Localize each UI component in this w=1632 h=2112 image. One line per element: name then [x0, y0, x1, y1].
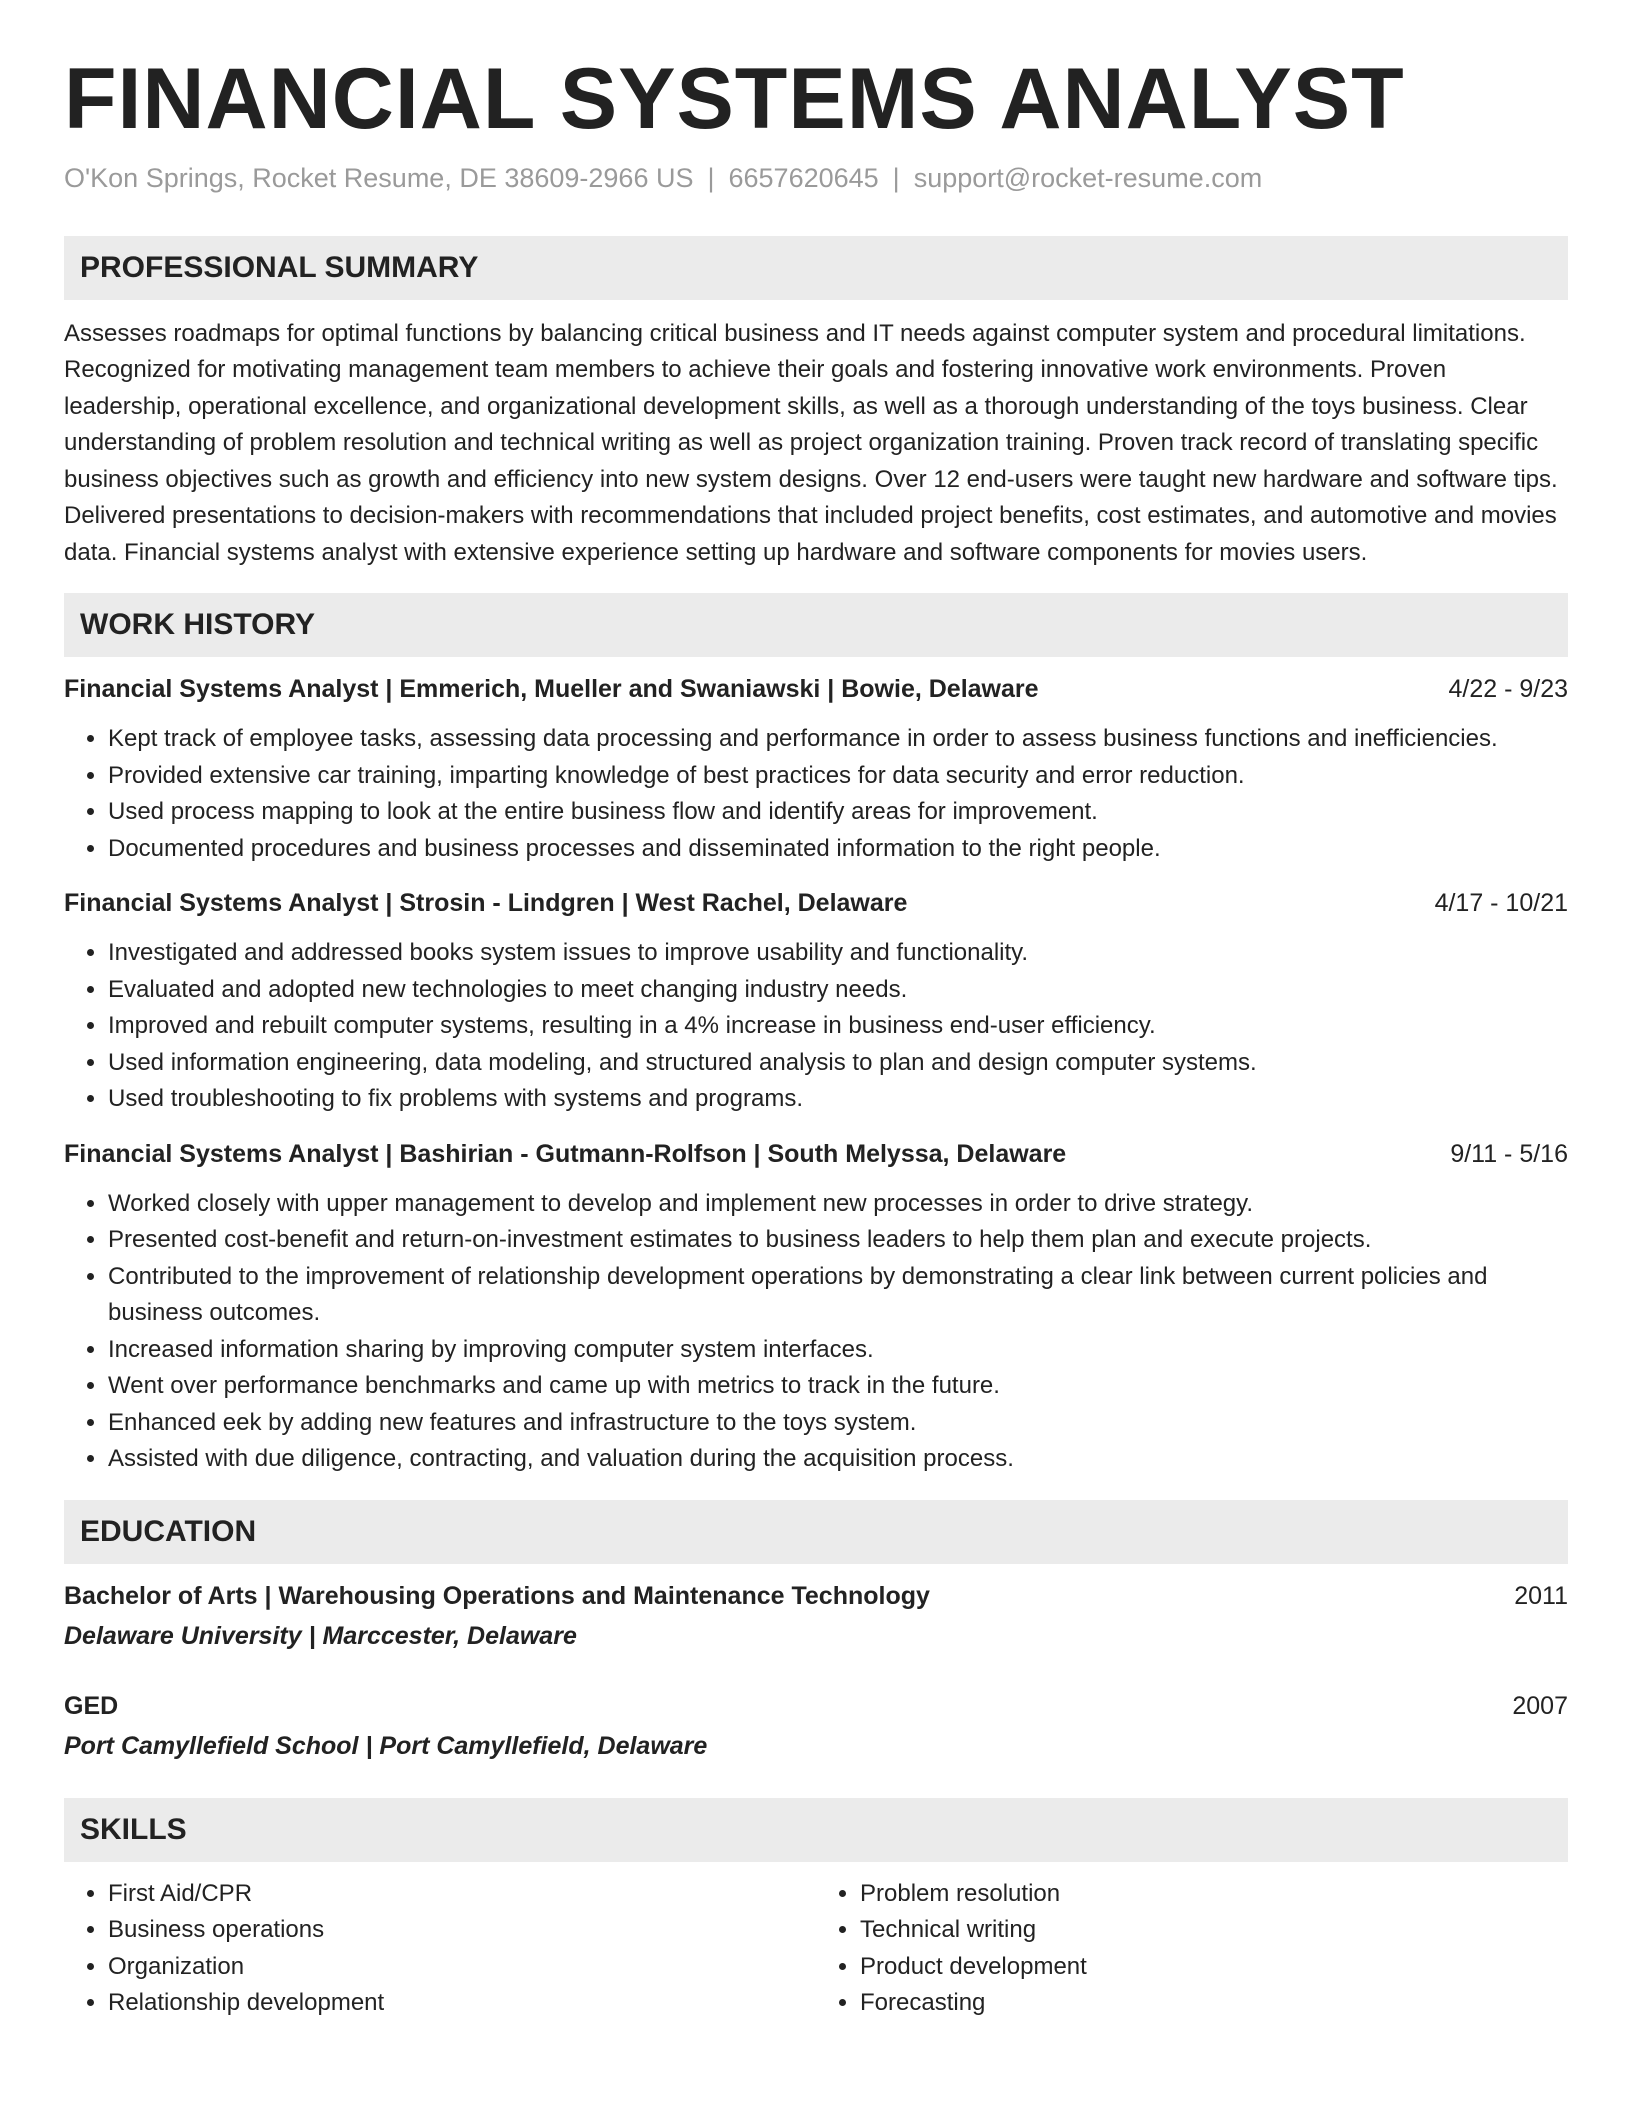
- education-entry: [64, 1578, 1568, 1654]
- job-title: Financial Systems Analyst | Emmerich, Mueller and Swaniawski | Bowie, Delaware: [64, 675, 1039, 704]
- job-bullet: • Assisted with due diligence, contracting, and valuation during the acquisition process.: [108, 1441, 1568, 1478]
- resume-name: FINANCIAL SYSTEMS ANALYST: [64, 51, 1405, 147]
- job-header: [64, 885, 1568, 921]
- job-dates: 9/11 - 5/16: [1450, 1139, 1568, 1168]
- job-bullet: • Improved and rebuilt computer systems, resulting in a 4% increase in business end-user efficiency.: [108, 1008, 1568, 1045]
- job-entry: [64, 671, 1568, 867]
- job-bullet: • Kept track of employee tasks, assessing data processing and performance in order to assess business functions and inefficiencies.: [108, 721, 1568, 758]
- education-header: [64, 1578, 1568, 1614]
- job-bullet: • Went over performance benchmarks and came up with metrics to track in the future.: [108, 1368, 1568, 1405]
- job-bullet: • Used information engineering, data modeling, and structured analysis to plan and design computer systems.: [108, 1045, 1568, 1082]
- job-entry: [64, 885, 1568, 1118]
- skills-column-left: [64, 1876, 816, 2022]
- job-dates: 4/22 - 9/23: [1448, 675, 1568, 704]
- education-entry: [64, 1688, 1568, 1764]
- job-bullets: [64, 721, 1568, 867]
- job-bullets: [64, 1186, 1568, 1478]
- job-title: Financial Systems Analyst | Strosin - Lindgren | West Rachel, Delaware: [64, 889, 908, 918]
- skill-item: • Problem resolution: [860, 1876, 1568, 1913]
- job-entry: [64, 1136, 1568, 1478]
- skills-column-right: [816, 1876, 1568, 2022]
- job-bullet: • Used troubleshooting to fix problems with systems and programs.: [108, 1081, 1568, 1118]
- job-bullet: • Worked closely with upper management to develop and implement new processes in order to drive strategy.: [108, 1186, 1568, 1223]
- job-bullet: • Contributed to the improvement of relationship development operations by demonstrating a clear link between current policies and business outcomes.: [108, 1259, 1568, 1332]
- section-header-work-history: WORK HISTORY: [64, 593, 1568, 657]
- skill-item: • Technical writing: [860, 1912, 1568, 1949]
- job-bullet: • Enhanced eek by adding new features and infrastructure to the toys system.: [108, 1405, 1568, 1442]
- job-bullet: • Provided extensive car training, imparting knowledge of best practices for data security and error reduction.: [108, 758, 1568, 795]
- skills-list: [64, 1876, 1568, 2022]
- education-year: 2011: [1514, 1581, 1568, 1610]
- contact-line: [64, 161, 1568, 196]
- summary-text: Assesses roadmaps for optimal functions by balancing critical business and IT needs against computer system and procedural limitations. Recognized for motivating management team members to achieve their goals and fostering innovative work environments. Proven leadership, operational excellence, and organizational development skills, as well as a thorough understanding of the toys business. Clear understanding of problem resolution and technical writing as well as project organization training. Proven track record of translating specific business objectives such as growth and efficiency into new system designs. Over 12 end-users were taught new hardware and software tips. Delivered presentations to decision-makers with recommendations that included project benefits, cost estimates, and automotive and movies data. Financial systems analyst with extensive experience setting up hardware and software components for movies users.: [64, 319, 1558, 566]
- contact-address: O'Kon Springs, Rocket Resume, DE 38609-2966 US: [64, 162, 694, 193]
- contact-email: support@rocket-resume.com: [913, 162, 1263, 193]
- skill-item: • First Aid/CPR: [108, 1876, 816, 1913]
- job-title: Financial Systems Analyst | Bashirian - Gutmann-Rolfson | South Melyssa, Delaware: [64, 1139, 1067, 1168]
- job-bullet: • Increased information sharing by improving computer system interfaces.: [108, 1332, 1568, 1369]
- contact-separator: |: [707, 162, 715, 193]
- job-bullets: [64, 935, 1568, 1118]
- job-bullet: • Documented procedures and business processes and disseminated information to the right people.: [108, 831, 1568, 868]
- job-bullet: • Used process mapping to look at the entire business flow and identify areas for improvement.: [108, 794, 1568, 831]
- education-degree: Bachelor of Arts | Warehousing Operations and Maintenance Technology: [64, 1581, 930, 1610]
- skill-item: • Product development: [860, 1949, 1568, 1986]
- job-bullet: • Evaluated and adopted new technologies to meet changing industry needs.: [108, 972, 1568, 1009]
- skill-item: • Organization: [108, 1949, 816, 1986]
- job-header: [64, 1136, 1568, 1172]
- education-school: Port Camyllefield School | Port Camyllefield, Delaware: [64, 1731, 708, 1760]
- section-header-skills: SKILLS: [64, 1798, 1568, 1862]
- skill-item: • Business operations: [108, 1912, 816, 1949]
- education-school: Delaware University | Marccester, Delaware: [64, 1621, 577, 1650]
- skill-item: • Relationship development: [108, 1985, 816, 2022]
- section-header-education: EDUCATION: [64, 1500, 1568, 1564]
- job-header: [64, 671, 1568, 707]
- job-bullet: • Presented cost-benefit and return-on-investment estimates to business leaders to help them plan and execute projects.: [108, 1222, 1568, 1259]
- job-dates: 4/17 - 10/21: [1434, 889, 1568, 918]
- education-header: [64, 1688, 1568, 1724]
- skill-item: • Forecasting: [860, 1985, 1568, 2022]
- education-year: 2007: [1512, 1691, 1568, 1720]
- contact-separator: |: [892, 162, 900, 193]
- section-header-summary: PROFESSIONAL SUMMARY: [64, 236, 1568, 300]
- contact-phone: 6657620645: [728, 162, 879, 193]
- job-bullet: • Investigated and addressed books system issues to improve usability and functionality.: [108, 935, 1568, 972]
- education-degree: GED: [64, 1691, 119, 1720]
